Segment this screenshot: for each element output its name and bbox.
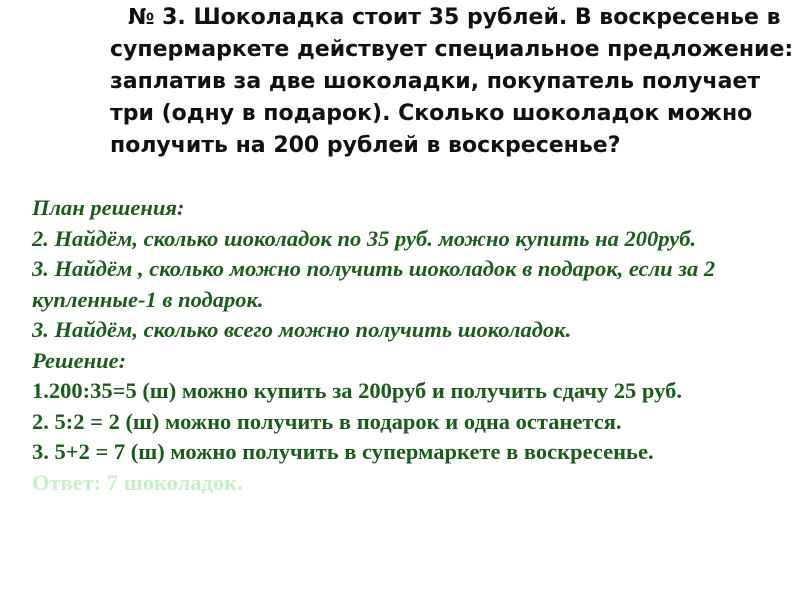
- solution-block: [32, 193, 800, 498]
- plan-step-3: 3. Найдём, сколько всего можно получить шоколадок.: [32, 317, 572, 342]
- solution-line-3: 3. 5+2 = 7 (ш) можно получить в супермаркете в воскресенье.: [32, 439, 654, 464]
- problem-statement: [110, 2, 800, 162]
- solution-title: Решение:: [32, 347, 127, 373]
- plan-title: План решения:: [32, 195, 185, 220]
- plan-step-2: 3. Найдём , сколько можно получить шоколадок в подарок, если за 2 купленные-1 в подарок.: [32, 256, 716, 312]
- problem-text: № 3. Шоколадка стоит 35 рублей. В воскресенье в супермаркете действует специальное предложение: заплатив за две шоколадки, покупатель получает три (одну в подарок). Сколько шоколадок можно получить на 200 рублей в воскресенье?: [110, 5, 794, 158]
- solution-line-2: 2. 5:2 = 2 (ш) можно получить в подарок и одна останется.: [32, 408, 622, 434]
- plan-step-1: 2. Найдём, сколько шоколадок по 35 руб. можно купить на 200руб.: [32, 225, 697, 251]
- solution-line-1: 1.200:35=5 (ш) можно купить за 200руб и получить сдачу 25 руб.: [32, 378, 682, 403]
- answer-text: Ответ: 7 шоколадок.: [32, 469, 243, 495]
